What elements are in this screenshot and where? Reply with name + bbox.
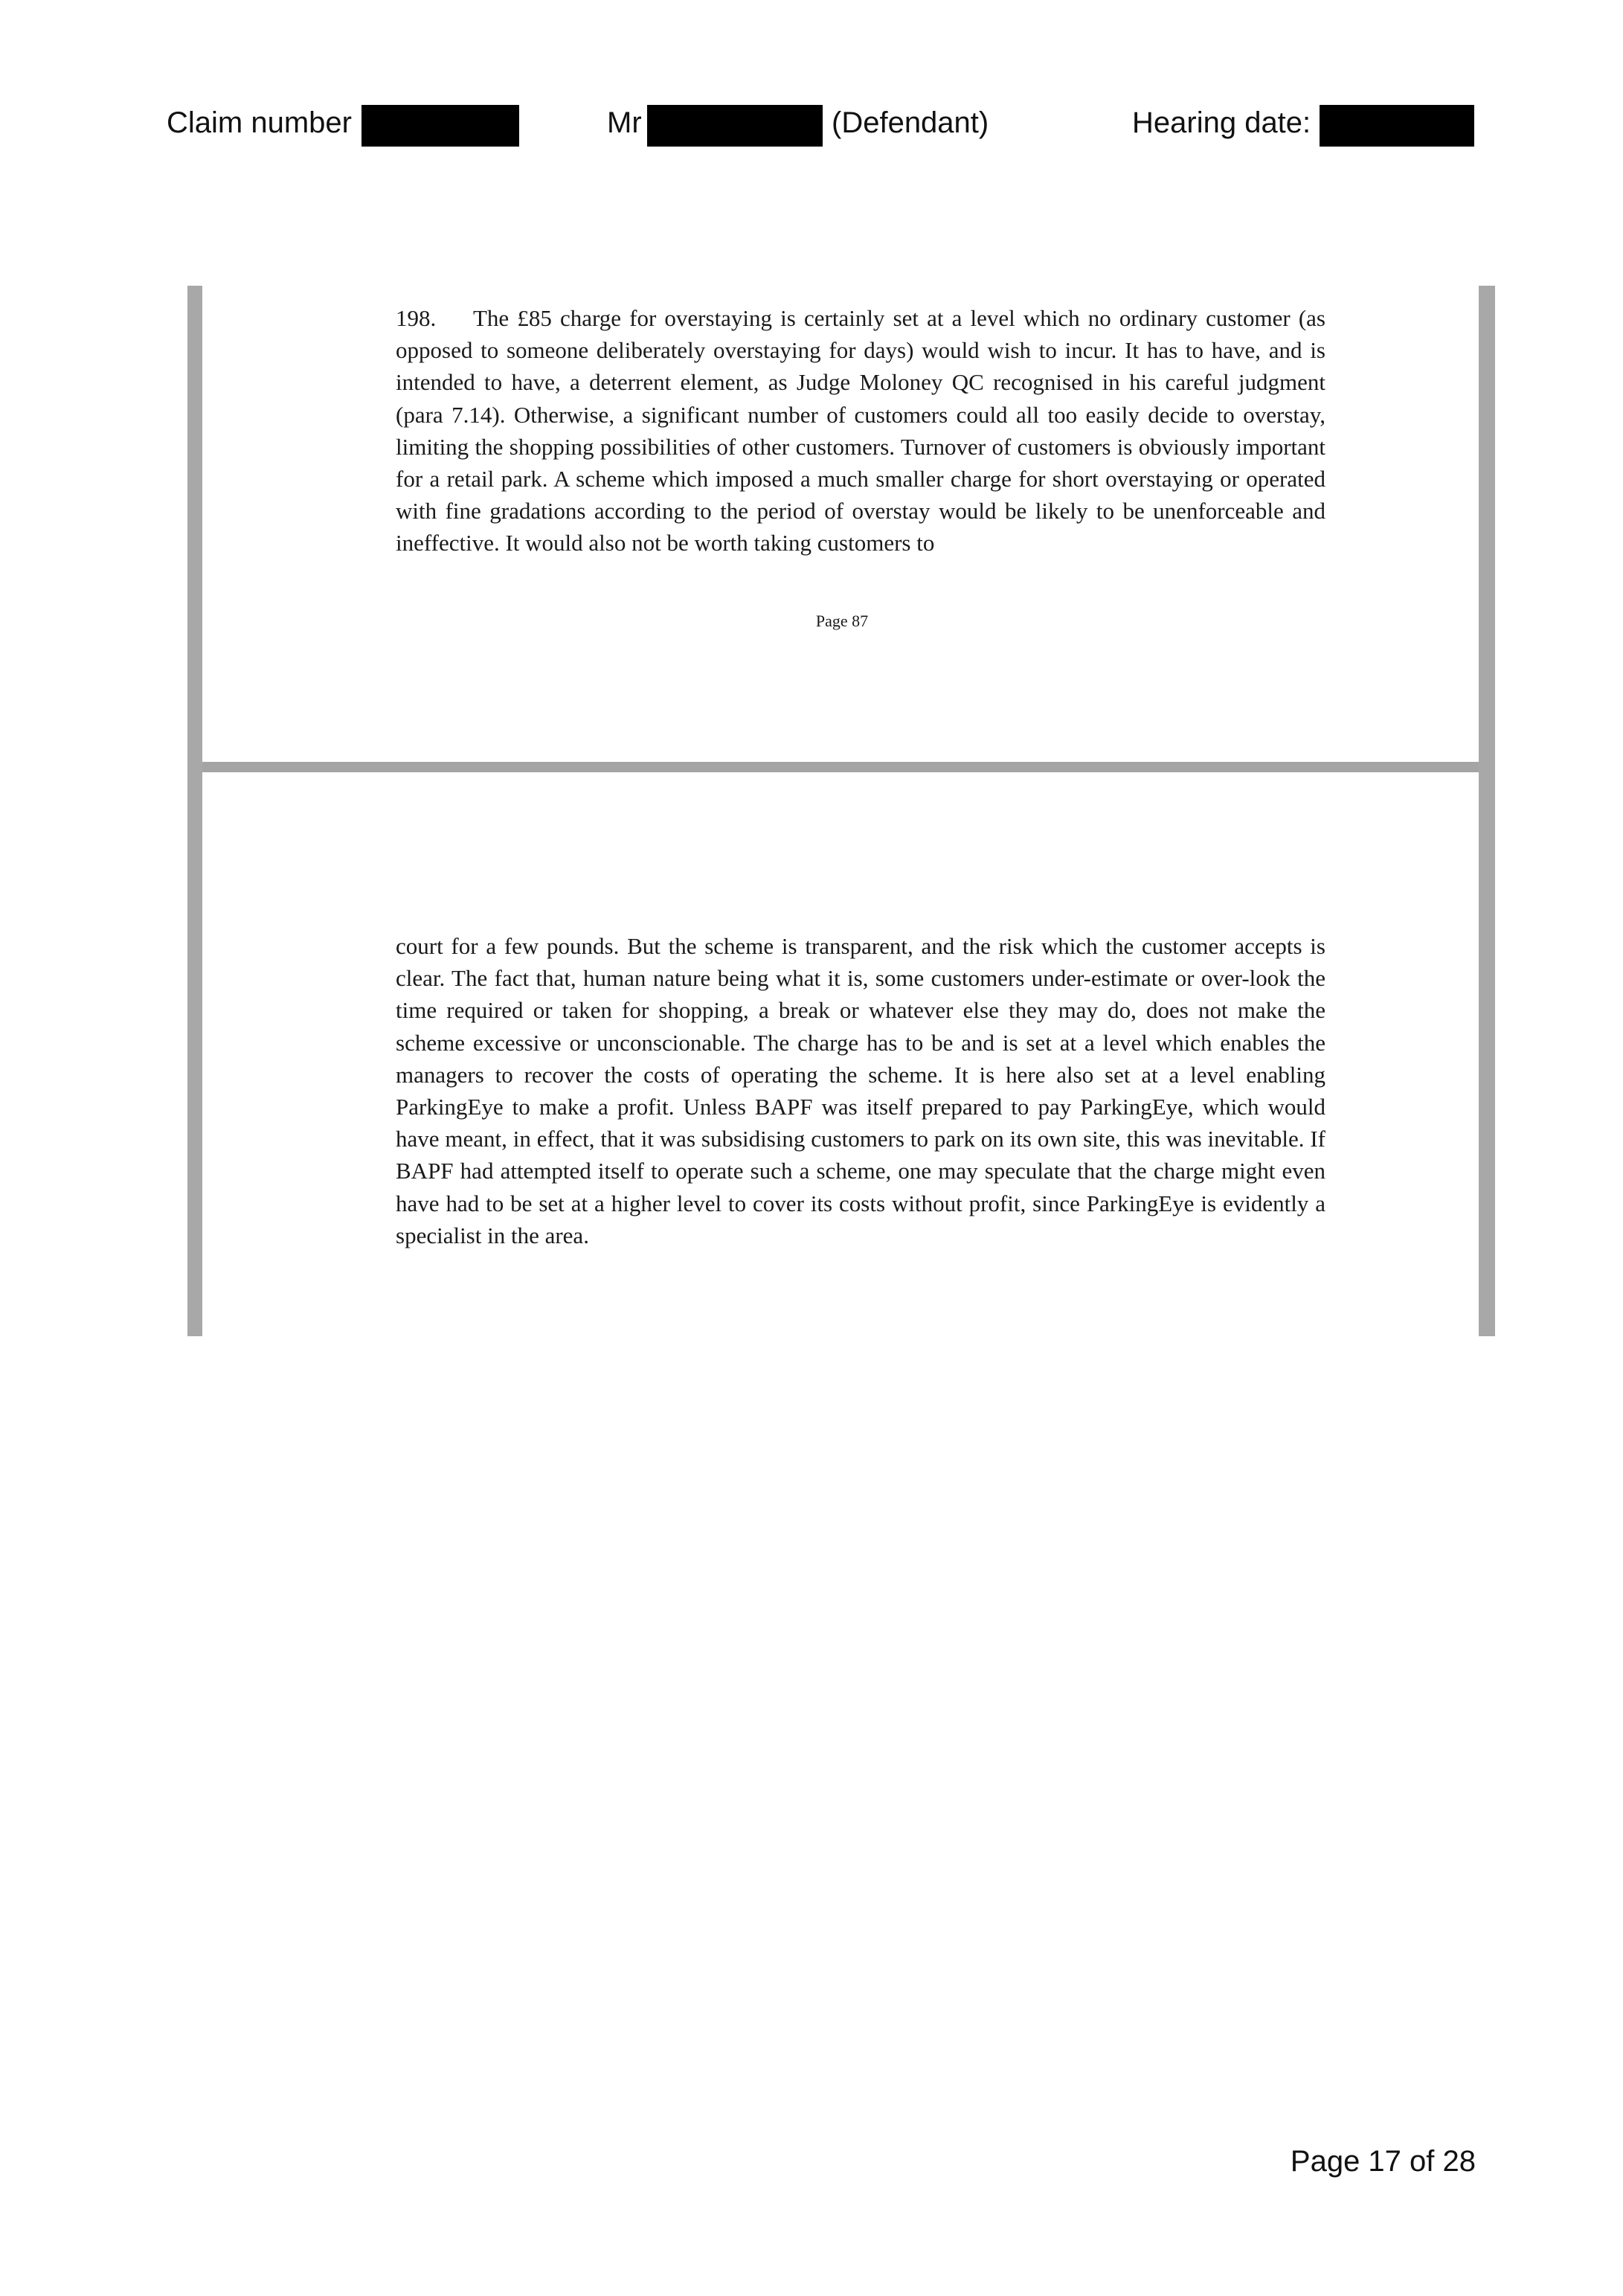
paragraph-text-part-1: The £85 charge for overstaying is certainly set at a level which no ordinary customer (as opposed to someone deliberately overstaying for days) would wish to incur. It has to have, and is intended to have, a deterrent element, as Judge Moloney QC recognised in his careful judgment (para 7.14). Otherwise, a significant number of customers could all too easily decide to overstay, limiting the shopping possibilities of other customers. Turnover of customers is obviously important for a retail park. A scheme which imposed a much smaller charge for short overstaying or operated with fine gradations according to the period of overstay would be likely to be unenforceable and ineffective. It would also not be worth taking customers to (396, 305, 1325, 557)
hearing-date-label: Hearing date: (1132, 106, 1311, 139)
page-break-divider (202, 762, 1479, 772)
judgment-paragraph-part-1 (396, 302, 1325, 559)
defendant-label: (Defendant) (832, 106, 989, 139)
judgment-paragraph-part-2: court for a few pounds. But the scheme is transparent, and the risk which the customer accepts is clear. The fact that, human nature being what it is, some customers under-estimate or over-look the time required or taken for shopping, a break or whatever else they may do, does not make the scheme excessive or unconscionable. The charge has to be and is set at a level which enables the managers to recover the costs of operating the scheme. It is here also set at a level enabling ParkingEye to make a profit. Unless BAPF was itself prepared to pay ParkingEye, which would have meant, in effect, that it was subsidising customers to park on its own site, this was inevitable. If BAPF had attempted itself to operate such a scheme, one may speculate that the charge might even have had to be set at a higher level to cover its costs without profit, since ParkingEye is evidently a specialist in the area. (396, 933, 1325, 1248)
defendant-prefix: Mr (607, 106, 642, 139)
paragraph-number: 198. (396, 305, 437, 331)
document-page-number: Page 17 of 28 (1290, 2145, 1476, 2178)
claim-number-label: Claim number (167, 106, 352, 139)
scan-page-label: Page 87 (815, 612, 869, 630)
hearing-date-redaction (1320, 105, 1474, 147)
defendant-name-redaction (647, 105, 823, 147)
scan-border-left (187, 286, 202, 1336)
claim-number-redaction (361, 105, 519, 147)
scan-border-right (1479, 286, 1495, 1336)
